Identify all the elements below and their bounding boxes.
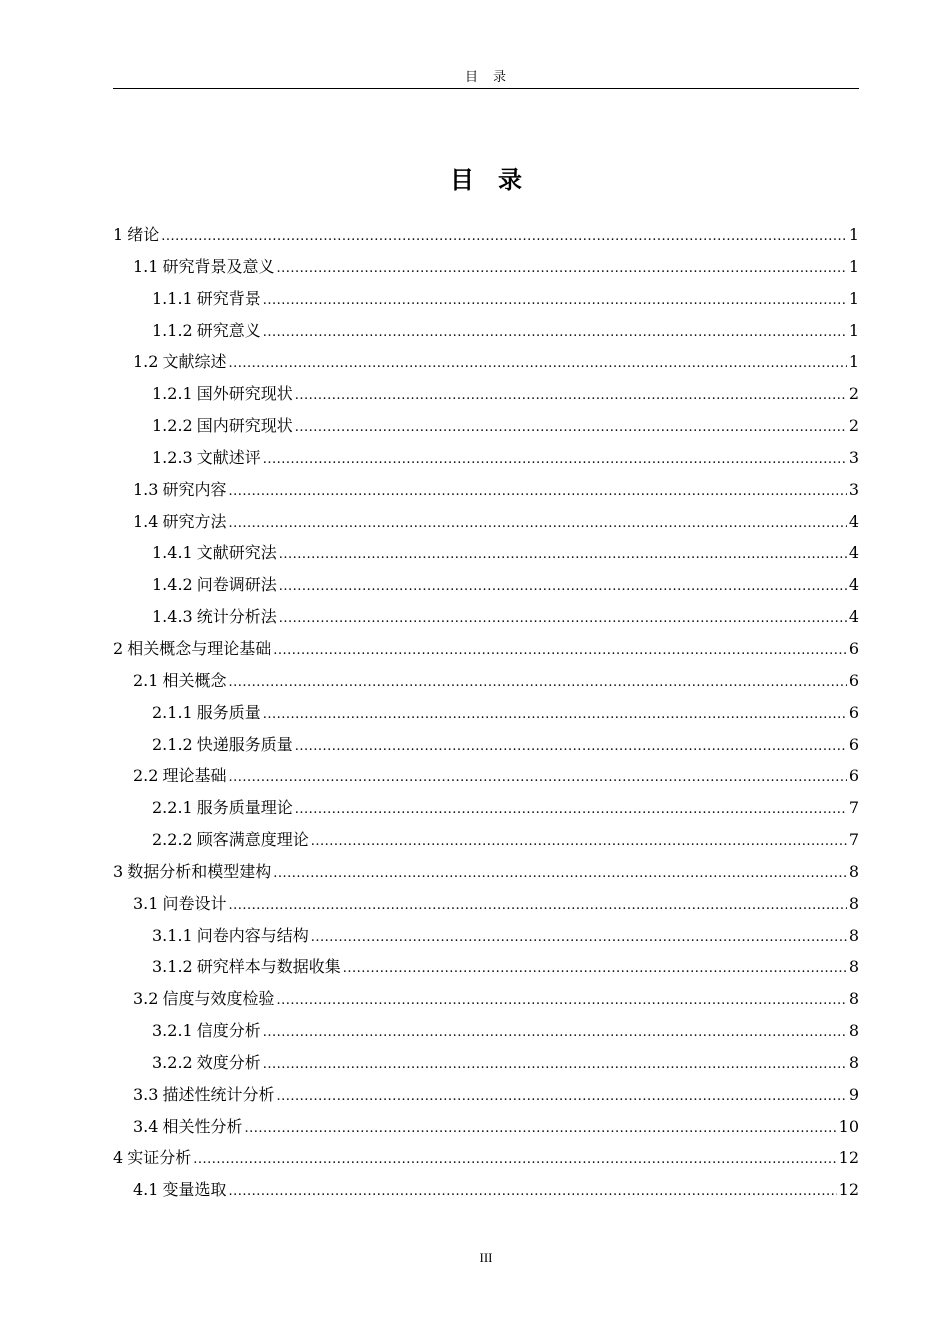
toc-entry-number: 3 xyxy=(113,861,124,881)
toc-entry-page: 10 xyxy=(838,1116,859,1136)
page-number: III xyxy=(479,1250,493,1265)
toc-leader-dots xyxy=(273,643,847,658)
toc-entry-page: 4 xyxy=(848,543,859,563)
toc-leader-dots xyxy=(295,388,847,403)
toc-entry-title: 顾客满意度理论 xyxy=(196,830,309,850)
toc-entry-number: 1.4.3 xyxy=(152,607,193,627)
toc-entry-number: 3.3 xyxy=(133,1084,159,1104)
toc-entry[interactable] xyxy=(113,668,859,700)
toc-leader-dots xyxy=(279,611,847,626)
toc-entry-page: 4 xyxy=(848,511,859,531)
toc-entry-title: 相关概念与理论基础 xyxy=(127,638,272,658)
toc-entry[interactable] xyxy=(113,445,859,477)
running-header: 目 录 xyxy=(464,70,507,85)
toc-entry-title: 相关性分析 xyxy=(162,1116,243,1136)
toc-entry[interactable] xyxy=(113,509,859,541)
toc-leader-dots xyxy=(295,739,847,754)
toc-entry-page: 8 xyxy=(848,1021,859,1041)
toc-entry[interactable] xyxy=(113,1082,859,1114)
toc-leader-dots xyxy=(295,420,847,435)
toc-entry-number: 1.3 xyxy=(133,479,159,499)
toc-entry-page: 7 xyxy=(848,798,859,818)
toc-entry[interactable] xyxy=(113,795,859,827)
toc-leader-dots xyxy=(273,866,847,881)
toc-entry-number: 1.4.1 xyxy=(152,543,193,563)
toc-entry-title: 国内研究现状 xyxy=(196,416,293,436)
toc-entry-page: 2 xyxy=(848,416,859,436)
toc-leader-dots xyxy=(228,898,846,913)
toc-entry-title: 服务质量理论 xyxy=(196,798,293,818)
toc-entry-title: 实证分析 xyxy=(127,1148,192,1168)
toc-entry-title: 研究内容 xyxy=(162,479,227,499)
toc-entry-title: 国外研究现状 xyxy=(196,384,293,404)
toc-entry-title: 快递服务质量 xyxy=(196,734,293,754)
toc-entry-title: 信度与效度检验 xyxy=(162,989,275,1009)
toc-entry-number: 1.4.2 xyxy=(152,575,193,595)
toc-entry[interactable] xyxy=(113,413,859,445)
toc-entry[interactable] xyxy=(113,286,859,318)
toc-entry-number: 4 xyxy=(113,1148,124,1168)
toc-entry-title: 效度分析 xyxy=(196,1052,261,1072)
toc-entry-page: 9 xyxy=(848,1084,859,1104)
toc-entry-title: 理论基础 xyxy=(162,766,227,786)
toc-leader-dots xyxy=(295,802,847,817)
toc-entry-page: 8 xyxy=(848,957,859,977)
toc-entry-number: 1.2.1 xyxy=(152,384,193,404)
toc-leader-dots xyxy=(263,1025,847,1040)
toc-entry-page: 1 xyxy=(848,320,859,340)
toc-entry-title: 信度分析 xyxy=(196,1021,261,1041)
toc-leader-dots xyxy=(263,1057,847,1072)
toc-entry-number: 1 xyxy=(113,225,124,244)
toc-entry-number: 2.1 xyxy=(133,670,159,690)
toc-entry-number: 1.1.2 xyxy=(152,320,193,340)
toc-entry-page: 4 xyxy=(848,607,859,627)
toc-entry-number: 3.2.1 xyxy=(152,1021,193,1041)
toc-entry-page: 1 xyxy=(848,352,859,372)
toc-entry[interactable] xyxy=(113,349,859,381)
toc-entry-number: 1.2 xyxy=(133,352,159,372)
toc-entry-title: 研究意义 xyxy=(196,320,261,340)
toc-leader-dots xyxy=(343,961,847,976)
toc-leader-dots xyxy=(279,547,847,562)
toc-entry[interactable] xyxy=(113,986,859,1018)
table-of-contents xyxy=(113,222,859,1209)
toc-entry-title: 研究方法 xyxy=(162,511,227,531)
toc-entry-page: 2 xyxy=(848,384,859,404)
toc-entry-page: 6 xyxy=(848,766,859,786)
toc-entry-number: 3.1 xyxy=(133,893,159,913)
toc-entry[interactable] xyxy=(113,954,859,986)
toc-entry[interactable] xyxy=(113,477,859,509)
toc-entry-page: 4 xyxy=(848,575,859,595)
toc-title: 目 录 xyxy=(450,166,522,194)
toc-entry[interactable] xyxy=(113,381,859,413)
toc-entry-title: 问卷调研法 xyxy=(196,575,277,595)
toc-entry[interactable] xyxy=(113,859,859,891)
toc-entry-page: 7 xyxy=(848,830,859,850)
toc-leader-dots xyxy=(311,834,847,849)
toc-entry-title: 变量选取 xyxy=(162,1180,227,1200)
toc-entry-title: 绪论 xyxy=(127,225,160,244)
toc-entry[interactable] xyxy=(113,1050,859,1082)
toc-entry-number: 2.2.1 xyxy=(152,798,193,818)
toc-leader-dots xyxy=(228,675,846,690)
toc-entry[interactable] xyxy=(113,732,859,764)
toc-entry[interactable] xyxy=(113,763,859,795)
toc-entry[interactable] xyxy=(113,1177,859,1209)
toc-entry-page: 8 xyxy=(848,861,859,881)
toc-entry-page: 12 xyxy=(838,1148,859,1168)
toc-entry-title: 文献研究法 xyxy=(196,543,277,563)
toc-entry-title: 统计分析法 xyxy=(196,607,277,627)
toc-leader-dots xyxy=(244,1121,836,1136)
toc-leader-dots xyxy=(276,261,846,276)
toc-entry-number: 1.4 xyxy=(133,511,159,531)
toc-entry-title: 数据分析和模型建构 xyxy=(127,861,272,881)
toc-entry-number: 1.2.2 xyxy=(152,416,193,436)
toc-entry-page: 6 xyxy=(848,734,859,754)
toc-entry-page: 8 xyxy=(848,893,859,913)
toc-entry-page: 12 xyxy=(838,1180,859,1200)
toc-leader-dots xyxy=(228,1184,836,1199)
toc-entry-title: 研究样本与数据收集 xyxy=(196,957,341,977)
toc-entry-title: 研究背景 xyxy=(196,288,261,308)
toc-entry-title: 描述性统计分析 xyxy=(162,1084,275,1104)
toc-leader-dots xyxy=(228,516,846,531)
toc-entry[interactable] xyxy=(113,1145,859,1177)
toc-entry-page: 8 xyxy=(848,1052,859,1072)
toc-entry-page: 3 xyxy=(848,447,859,467)
toc-entry-title: 研究背景及意义 xyxy=(162,256,275,276)
toc-entry-title: 问卷内容与结构 xyxy=(196,925,309,945)
toc-leader-dots xyxy=(263,325,847,340)
toc-entry-title: 服务质量 xyxy=(196,702,261,722)
toc-leader-dots xyxy=(161,229,847,244)
toc-entry-number: 2 xyxy=(113,638,124,658)
toc-entry[interactable] xyxy=(113,891,859,923)
toc-entry-number: 1.2.3 xyxy=(152,447,193,467)
toc-leader-dots xyxy=(276,1089,846,1104)
toc-entry-number: 2.1.2 xyxy=(152,734,193,754)
toc-entry[interactable] xyxy=(113,222,859,254)
header-rule xyxy=(113,88,859,89)
toc-entry-number: 4.1 xyxy=(133,1180,159,1200)
toc-leader-dots xyxy=(263,293,847,308)
toc-entry[interactable] xyxy=(113,1114,859,1146)
toc-entry[interactable] xyxy=(113,700,859,732)
toc-entry-number: 3.2.2 xyxy=(152,1052,193,1072)
toc-entry[interactable] xyxy=(113,636,859,668)
toc-leader-dots xyxy=(279,579,847,594)
toc-entry[interactable] xyxy=(113,827,859,859)
toc-leader-dots xyxy=(228,770,846,785)
toc-leader-dots xyxy=(263,707,847,722)
toc-entry-title: 文献综述 xyxy=(162,352,227,372)
toc-entry-page: 6 xyxy=(848,702,859,722)
toc-entry-title: 文献述评 xyxy=(196,447,261,467)
toc-entry-page: 8 xyxy=(848,989,859,1009)
toc-entry-number: 3.2 xyxy=(133,989,159,1009)
toc-entry-number: 3.4 xyxy=(133,1116,159,1136)
toc-leader-dots xyxy=(276,993,846,1008)
toc-entry-number: 1.1.1 xyxy=(152,288,193,308)
toc-entry-page: 1 xyxy=(848,225,859,244)
toc-entry[interactable] xyxy=(113,540,859,572)
toc-entry-number: 1.1 xyxy=(133,256,159,276)
toc-entry[interactable] xyxy=(113,318,859,350)
toc-entry[interactable] xyxy=(113,254,859,286)
toc-entry-page: 1 xyxy=(848,288,859,308)
toc-leader-dots xyxy=(228,356,846,371)
toc-leader-dots xyxy=(228,484,846,499)
toc-entry-number: 2.1.1 xyxy=(152,702,193,722)
toc-entry-page: 6 xyxy=(848,670,859,690)
toc-entry-page: 6 xyxy=(848,638,859,658)
toc-leader-dots xyxy=(263,452,847,467)
toc-entry[interactable] xyxy=(113,572,859,604)
toc-entry[interactable] xyxy=(113,923,859,955)
toc-leader-dots xyxy=(193,1152,836,1167)
toc-entry-number: 3.1.2 xyxy=(152,957,193,977)
toc-entry[interactable] xyxy=(113,1018,859,1050)
toc-entry-page: 1 xyxy=(848,256,859,276)
toc-entry-page: 3 xyxy=(848,479,859,499)
toc-entry-number: 2.2 xyxy=(133,766,159,786)
toc-entry-number: 3.1.1 xyxy=(152,925,193,945)
toc-entry[interactable] xyxy=(113,604,859,636)
toc-entry-page: 8 xyxy=(848,925,859,945)
toc-entry-title: 问卷设计 xyxy=(162,893,227,913)
toc-entry-number: 2.2.2 xyxy=(152,830,193,850)
toc-entry-title: 相关概念 xyxy=(162,670,227,690)
toc-leader-dots xyxy=(311,930,847,945)
